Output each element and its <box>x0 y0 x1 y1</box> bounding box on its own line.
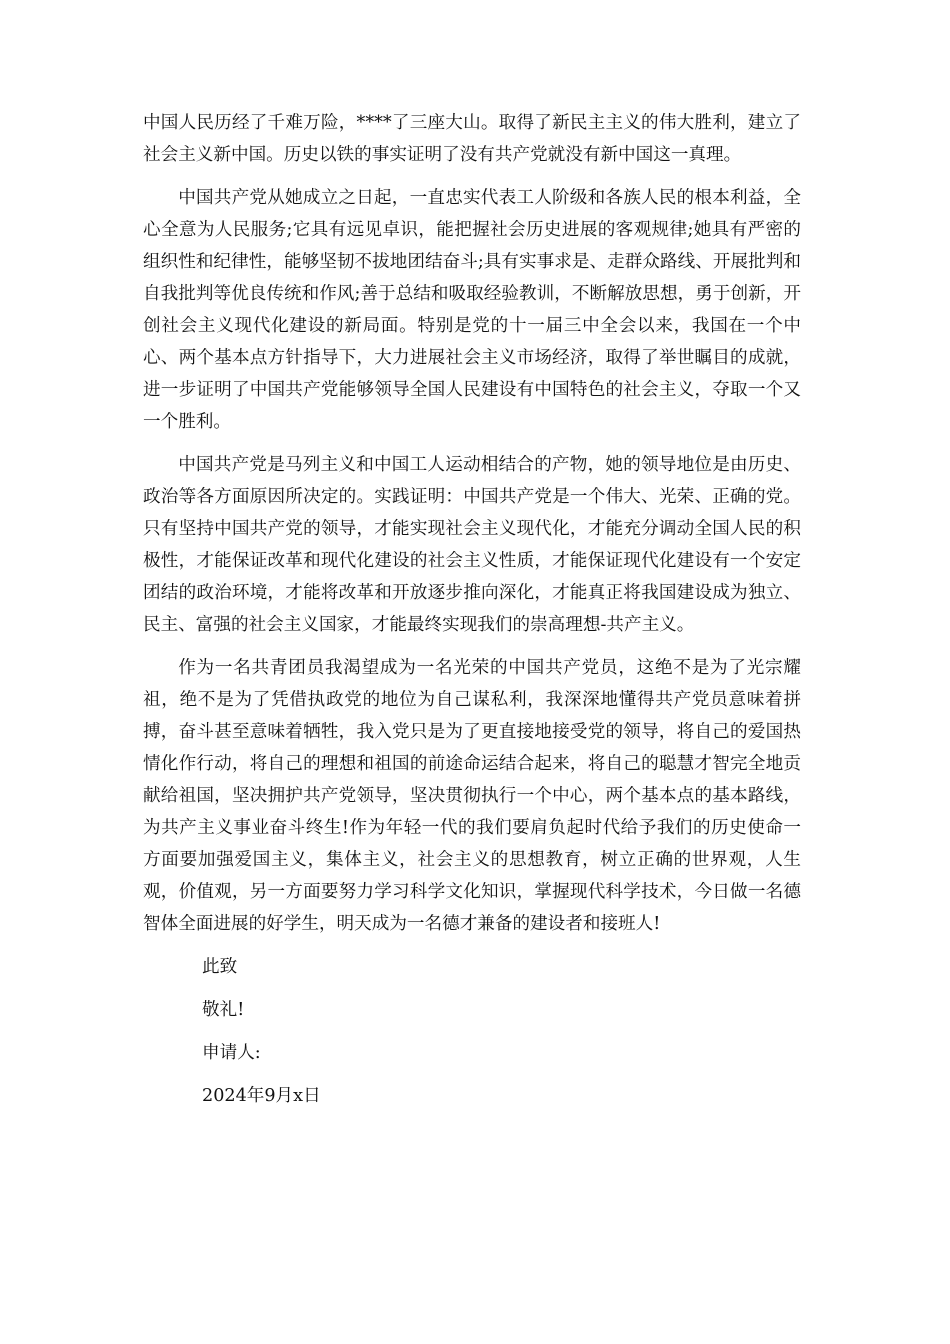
paragraph-3: 中国共产党是马列主义和中国工人运动相结合的产物，她的领导地位是由历史、政治等各方面原因所决定的。实践证明：中国共产党是一个伟大、光荣、正确的党。只有坚持中国共产党的领导，才能实现社会主义现代化，才能充分调动全国人民的积极性，才能保证改革和现代化建设的社会主义性质，才能保证现代化建设有一个安定团结的政治环境，才能将改革和开放逐步推向深化，才能真正将我国建设成为独立、民主、富强的社会主义国家，才能最终实现我们的崇高理想-共产主义。 <box>143 455 801 635</box>
closing-salutation: 此致 <box>202 957 238 977</box>
document-date: 2024年9月x日 <box>202 1086 321 1106</box>
paragraph-2: 中国共产党从她成立之日起，一直忠实代表工人阶级和各族人民的根本利益，全心全意为人民服务;它具有远见卓识，能把握社会历史进展的客观规律;她具有严密的组织性和纪律性，能够坚韧不拔地团结奋斗;具有实事求是、走群众路线、开展批判和自我批判等优良传统和作风;善于总结和吸取经验教训，不断解放思想，勇于创新，开创社会主义现代化建设的新局面。特别是党的十一届三中全会以来，我国在一个中心、两个基本点方针指导下，大力进展社会主义市场经济，取得了举世瞩目的成就，进一步证明了中国共产党能够领导全国人民建设有中国特色的社会主义，夺取一个又一个胜利。 <box>143 188 801 432</box>
paragraph-1: 中国人民历经了千难万险，****了三座大山。取得了新民主主义的伟大胜利，建立了社会主义新中国。历史以铁的事实证明了没有共产党就没有新中国这一真理。 <box>143 113 801 165</box>
paragraph-4: 作为一名共青团员我渴望成为一名光荣的中国共产党员，这绝不是为了光宗耀祖，绝不是为了凭借执政党的地位为自己谋私利，我深深地懂得共产党员意味着拼搏，奋斗甚至意味着牺牲，我入党只是为了更直接地接受党的领导，将自己的爱国热情化作行动，将自己的理想和祖国的前途命运结合起来，将自己的聪慧才智完全地贡献给祖国，坚决拥护共产党领导，坚决贯彻执行一个中心，两个基本点的基本路线，为共产主义事业奋斗终生!作为年轻一代的我们要肩负起时代给予我们的历史使命一方面要加强爱国主义，集体主义，社会主义的思想教育，树立正确的世界观，人生观，价值观，另一方面要努力学习科学文化知识，掌握现代科学技术，今日做一名德智体全面进展的好学生，明天成为一名德才兼备的建设者和接班人! <box>143 658 801 934</box>
document-page <box>143 107 801 1123</box>
closing-regards: 敬礼! <box>202 1000 245 1020</box>
applicant-label: 申请人: <box>202 1043 261 1063</box>
